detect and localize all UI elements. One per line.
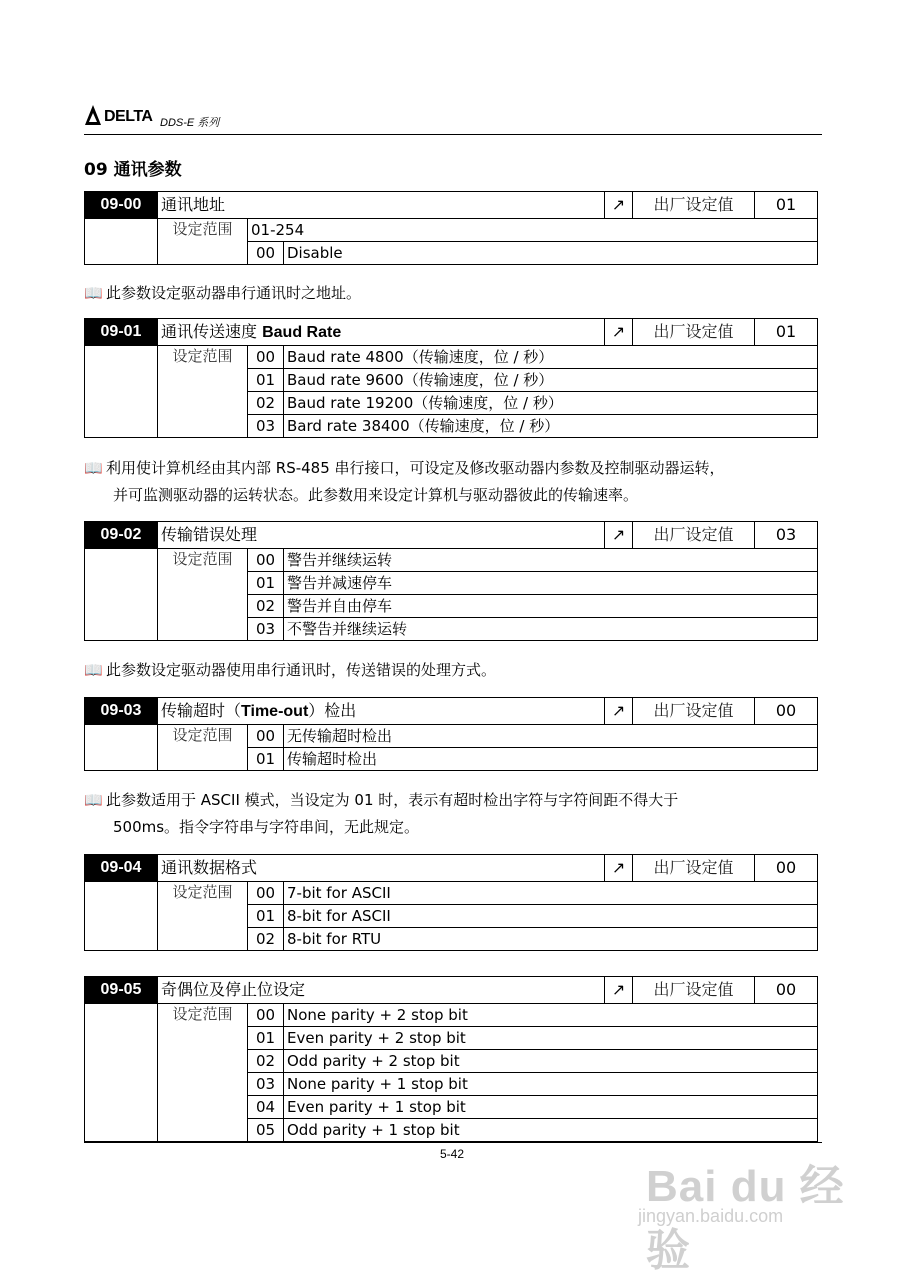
factory-default-label: 出厂设定值 <box>633 522 755 549</box>
option-code: 00 <box>248 725 284 748</box>
option-text: 警告并自由停车 <box>284 595 818 618</box>
range-label: 设定范围 <box>158 346 248 438</box>
option-text: 8-bit for ASCII <box>284 905 818 928</box>
option-text: 7-bit for ASCII <box>284 882 818 905</box>
factory-default-label: 出厂设定值 <box>633 319 755 346</box>
factory-default-label: 出厂设定值 <box>633 855 755 882</box>
param-name: 传输超时（Time-out）检出 <box>158 698 605 725</box>
range-label: 设定范围 <box>158 219 248 265</box>
option-text: 警告并减速停车 <box>284 572 818 595</box>
option-text: Disable <box>284 242 818 265</box>
option-code: 02 <box>248 392 284 415</box>
watermark-url: jingyan.baidu.com <box>638 1206 784 1226</box>
factory-default-value: 00 <box>755 977 818 1004</box>
param-table-09-00 <box>84 191 818 265</box>
note-09-00 <box>84 280 824 307</box>
param-name: 传输错误处理 <box>158 522 605 549</box>
param-code: 09-00 <box>85 192 158 219</box>
param-name: 通讯传送速度 Baud Rate <box>158 319 605 346</box>
factory-default-value: 01 <box>755 319 818 346</box>
param-code: 09-01 <box>85 319 158 346</box>
option-text: Odd parity + 1 stop bit <box>284 1119 818 1142</box>
option-code: 02 <box>248 928 284 951</box>
option-code: 03 <box>248 618 284 641</box>
brand-name: DELTA <box>104 108 153 125</box>
option-text: Bard rate 38400（传输速度，位 / 秒） <box>284 415 818 438</box>
option-code: 01 <box>248 1027 284 1050</box>
option-code: 04 <box>248 1096 284 1119</box>
baidu-watermark <box>638 1150 850 1275</box>
param-code: 09-04 <box>85 855 158 882</box>
page-header <box>84 100 822 135</box>
section-title: 09 通讯参数 <box>84 160 182 180</box>
editable-run-icon: ↗ <box>605 977 633 1004</box>
note-text: 利用使计算机经由其内部 RS-485 串行接口，可设定及修改驱动器内参数及控制驱动器运转， <box>106 459 725 477</box>
option-text: 无传输超时检出 <box>284 725 818 748</box>
option-code: 00 <box>248 549 284 572</box>
option-text: None parity + 2 stop bit <box>284 1004 818 1027</box>
range-label: 设定范围 <box>158 549 248 641</box>
option-code: 00 <box>248 882 284 905</box>
book-icon: 📖 <box>84 459 103 477</box>
option-text: Baud rate 9600（传输速度，位 / 秒） <box>284 369 818 392</box>
note-09-02 <box>84 657 824 684</box>
param-table-09-05 <box>84 976 818 1142</box>
option-code: 05 <box>248 1119 284 1142</box>
param-table-09-01 <box>84 318 818 438</box>
param-table-09-03 <box>84 697 818 771</box>
editable-run-icon: ↗ <box>605 522 633 549</box>
param-code: 09-05 <box>85 977 158 1004</box>
factory-default-label: 出厂设定值 <box>633 698 755 725</box>
param-code: 09-03 <box>85 698 158 725</box>
option-text: 8-bit for RTU <box>284 928 818 951</box>
book-icon: 📖 <box>84 791 103 809</box>
page-number: 5-42 <box>440 1147 465 1161</box>
option-code: 01 <box>248 905 284 928</box>
note-text: 500ms。指令字符串与字符串间，无此规定。 <box>113 818 420 836</box>
option-text: 警告并继续运转 <box>284 549 818 572</box>
factory-default-value: 03 <box>755 522 818 549</box>
note-text: 此参数适用于 ASCII 模式，当设定为 01 时，表示有超时检出字符与字符间距不得大于 <box>106 791 679 809</box>
param-name: 奇偶位及停止位设定 <box>158 977 605 1004</box>
option-text: 不警告并继续运转 <box>284 618 818 641</box>
option-code: 03 <box>248 415 284 438</box>
factory-default-label: 出厂设定值 <box>633 977 755 1004</box>
factory-default-value: 00 <box>755 855 818 882</box>
note-09-01 <box>84 455 824 509</box>
note-09-03 <box>84 787 824 841</box>
note-text: 此参数设定驱动器串行通讯时之地址。 <box>106 284 362 302</box>
range-label: 设定范围 <box>158 882 248 951</box>
option-text: 01-254 <box>248 219 818 242</box>
delta-logo-icon <box>84 104 102 126</box>
param-name: 通讯数据格式 <box>158 855 605 882</box>
factory-default-value: 01 <box>755 192 818 219</box>
factory-default-label: 出厂设定值 <box>633 192 755 219</box>
book-icon: 📖 <box>84 284 103 302</box>
option-code: 01 <box>248 748 284 771</box>
note-text: 并可监测驱动器的运转状态。此参数用来设定计算机与驱动器彼此的传输速率。 <box>113 486 639 504</box>
option-code: 00 <box>248 346 284 369</box>
option-code: 01 <box>248 572 284 595</box>
option-code: 01 <box>248 369 284 392</box>
option-text: Even parity + 1 stop bit <box>284 1096 818 1119</box>
option-text: Odd parity + 2 stop bit <box>284 1050 818 1073</box>
book-icon: 📖 <box>84 661 103 679</box>
note-text: 此参数设定驱动器使用串行通讯时，传送错误的处理方式。 <box>106 661 497 679</box>
option-text: Baud rate 19200（传输速度，位 / 秒） <box>284 392 818 415</box>
option-code: 03 <box>248 1073 284 1096</box>
series-label: DDS-E 系列 <box>160 117 220 129</box>
range-label: 设定范围 <box>158 725 248 771</box>
footer-rule <box>84 1142 822 1143</box>
param-table-09-04 <box>84 854 818 951</box>
option-code: 00 <box>248 242 284 265</box>
option-text: Baud rate 4800（传输速度，位 / 秒） <box>284 346 818 369</box>
option-text: 传输超时检出 <box>284 748 818 771</box>
range-label: 设定范围 <box>158 1004 248 1142</box>
param-code: 09-02 <box>85 522 158 549</box>
option-code: 02 <box>248 1050 284 1073</box>
editable-run-icon: ↗ <box>605 855 633 882</box>
editable-run-icon: ↗ <box>605 319 633 346</box>
param-table-09-02 <box>84 521 818 641</box>
param-name: 通讯地址 <box>158 192 605 219</box>
editable-run-icon: ↗ <box>605 192 633 219</box>
option-code: 02 <box>248 595 284 618</box>
option-code: 00 <box>248 1004 284 1027</box>
watermark-logo-text: Bai du 经验 <box>646 1162 845 1275</box>
factory-default-value: 00 <box>755 698 818 725</box>
option-text: Even parity + 2 stop bit <box>284 1027 818 1050</box>
option-text: None parity + 1 stop bit <box>284 1073 818 1096</box>
editable-run-icon: ↗ <box>605 698 633 725</box>
